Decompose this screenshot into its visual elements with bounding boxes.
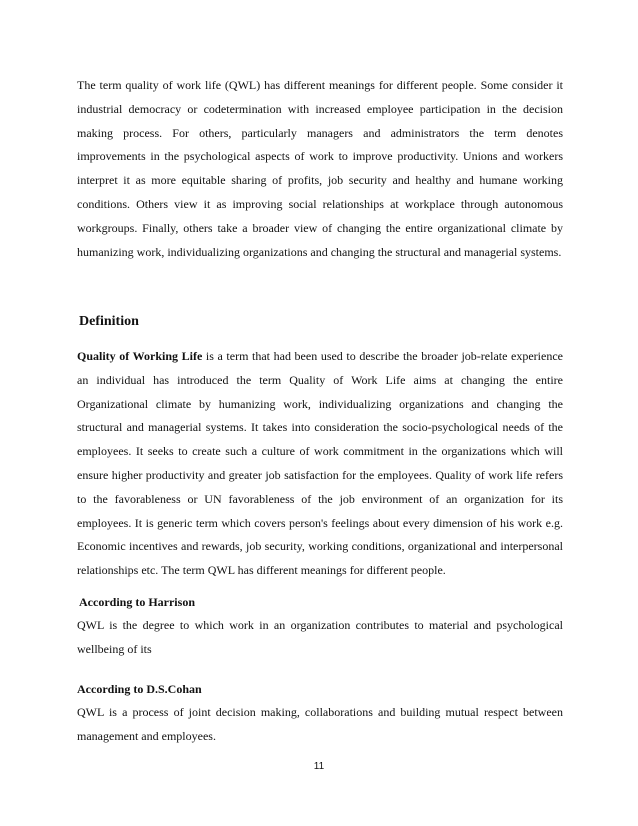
harrison-heading: According to Harrison [79,595,195,609]
definition-body: is a term that had been used to describe the broader job-relate experience an individual has introduced the term Quality of Work Life aims at changing the entire Organizational climate by humanizing work, individualizing organizations and changing the structural and managerial systems. It takes into consideration the socio-psychological needs of the employees. It seeks to create such a culture of work commitment in the organizations which will ensure higher productivity and greater job satisfaction for the employees. Quality of work life refers to the favorableness or UN favorableness of the job environment of an organization for its employees. It is generic term which covers person's feelings about every dimension of his work e.g. Economic incentives and rewards, job security, working conditions, organizational and interpersonal relationships etc. The term QWL has different meanings for different people. [77,349,563,578]
cohan-heading: According to D.S.Cohan [77,682,202,696]
definition-heading: Definition [79,314,139,329]
harrison-paragraph: QWL is the degree to which work in an organization contributes to material and psychological wellbeing of its [77,618,563,656]
definition-lead-term: Quality of Working Life [77,349,203,363]
cohan-paragraph: QWL is a process of joint decision making, collaborations and building mutual respect between management and employees. [77,705,563,743]
page-number: 11 [313,761,325,772]
definition-paragraph [77,345,563,583]
intro-paragraph: The term quality of work life (QWL) has different meanings for different people. Some consider it industrial democracy or codetermination with increased employee participation in the decision making process. For others, particularly managers and administrators the term denotes improvements in the psychological aspects of work to improve productivity. Unions and workers interpret it as more equitable sharing of profits, job security and healthy and humane working conditions. Others view it as improving social relationships at workplace through autonomous workgroups. Finally, others take a broader view of changing the entire organizational climate by humanizing work, individualizing organizations and changing the structural and managerial systems. [77,78,563,259]
